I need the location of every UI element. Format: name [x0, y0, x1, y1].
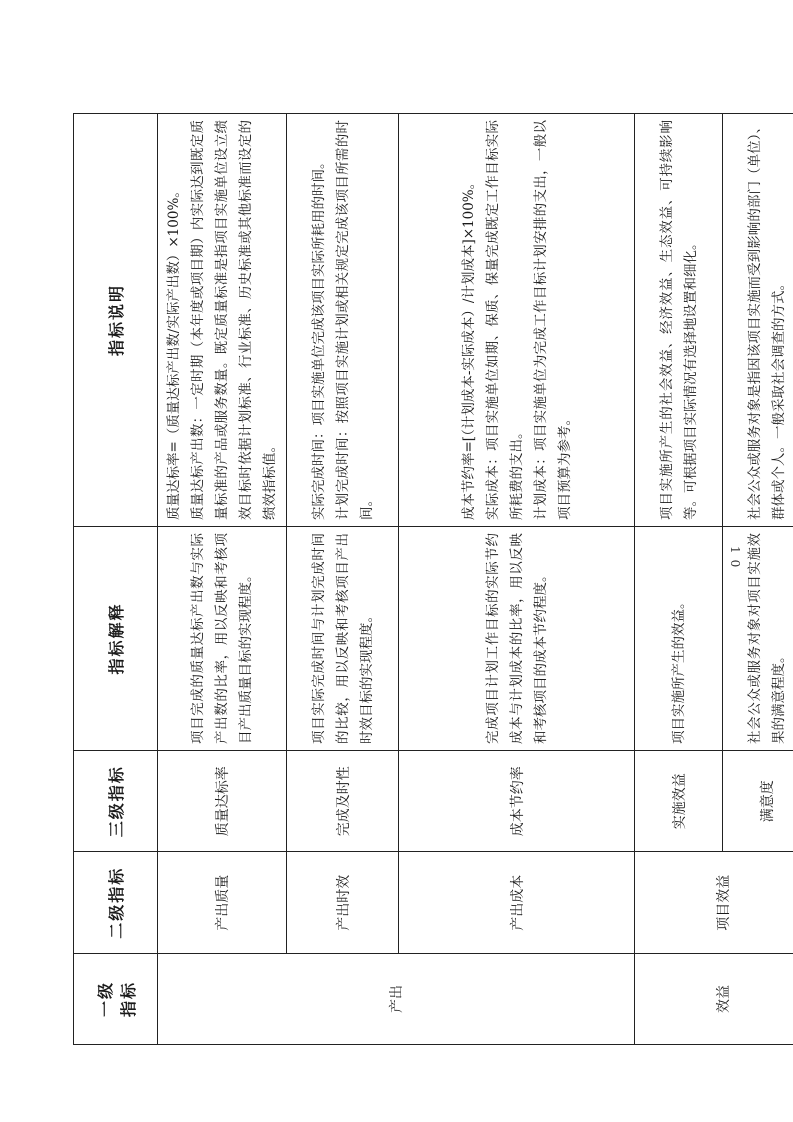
description-cell: 社会公众或服务对象是指因该项目实施而受到影响的部门（单位）、群体或个人。一般采取社会调查的方式。: [723, 114, 793, 527]
level3-cell: 质量达标率: [158, 751, 287, 853]
description-cell: 项目实施所产生的社会效益、经济效益、生态效益、可持续影响等。可根据项目实际情况有选择地设置和细化。: [635, 114, 723, 527]
level3-cell: 成本节约率: [399, 751, 635, 853]
explanation-cell: 项目实施所产生的效益。: [635, 527, 723, 751]
header-level2: 二级指标: [74, 852, 158, 954]
level1-cell: 效益: [635, 954, 793, 1045]
table-row: [399, 114, 635, 1045]
level1-cell: 产出: [158, 954, 635, 1045]
explanation-cell: 项目完成的质量达标产出数与实际产出数的比率，用以反映和考核项目产出质量目标的实现程度。: [158, 527, 287, 751]
header-level1: 一级 指标: [74, 954, 158, 1045]
level2-cell: 产出时效: [287, 852, 399, 954]
page-number: 10: [728, 546, 742, 574]
level3-cell: 实施效益: [635, 751, 723, 853]
rotated-table-container: [73, 113, 787, 1045]
level2-cell: 项目效益: [635, 852, 793, 954]
header-description: 指标说明: [74, 114, 158, 527]
level2-cell: 产出成本: [399, 852, 635, 954]
level3-cell: 完成及时性: [287, 751, 399, 853]
description-cell: 实际完成时间：项目实施单位完成该项目实际所耗用的时间。 计划完成时间：按照项目实施计划或相关规定完成该项目所需的时间。: [287, 114, 399, 527]
explanation-cell: 项目实际完成时间与计划完成时间的比较，用以反映和考核项目产出时效目标的实现程度。: [287, 527, 399, 751]
table-row: [158, 114, 287, 1045]
explanation-cell: 社会公众或服务对象对项目实施效果的满意程度。: [723, 527, 793, 751]
level2-cell: 产出质量: [158, 852, 287, 954]
description-cell: 质量达标率=（质量达标产出数/实际产出数）×100%。 质量达标产出数：一定时期（本年度或项目期）内实际达到既定质量标准的产品或服务数量。既定质量标准是指项目实施单位设立绩效目标时依据计划标准、行业标准、历史标准或其他标准而设定的绩效指标值。: [158, 114, 287, 527]
header-level3: 三级指标: [74, 751, 158, 853]
level3-cell: 满意度: [723, 751, 793, 853]
header-row: [74, 114, 158, 1045]
table-row: [287, 114, 399, 1045]
description-cell: 成本节约率=[（计划成本-实际成本）/计划成本]×100%。 实际成本：项目实施单位如期、保质、保量完成既定工作目标实际所耗费的支出。 计划成本：项目实施单位为完成工作目标计划安排的支出，一般以项目预算为参考。: [399, 114, 635, 527]
indicator-table: [73, 113, 793, 1045]
header-explanation: 指标解释: [74, 527, 158, 751]
table-row: [635, 114, 723, 1045]
explanation-cell: 完成项目计划工作目标的实际节约成本与计划成本的比率，用以反映和考核项目的成本节约程度。: [399, 527, 635, 751]
